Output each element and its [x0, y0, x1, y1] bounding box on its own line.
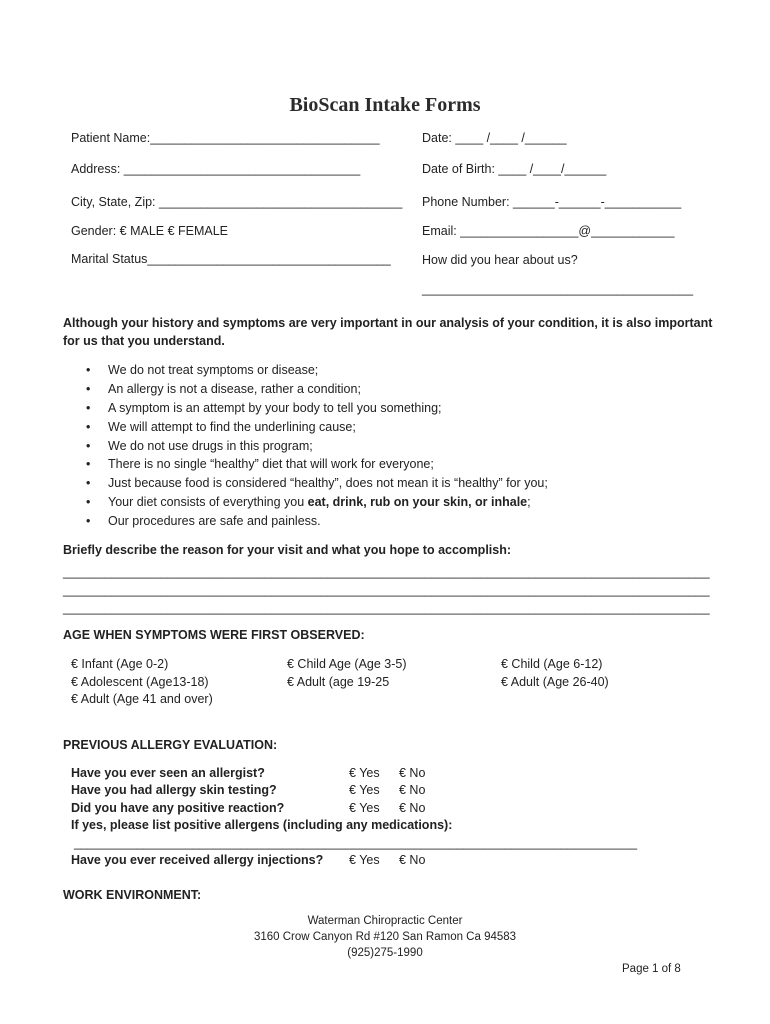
- list-item: • We do not treat symptoms or disease;: [86, 361, 548, 380]
- age-heading: AGE WHEN SYMPTOMS WERE FIRST OBSERVED:: [63, 628, 365, 642]
- gender-options[interactable]: Gender: € MALE € FEMALE: [71, 224, 229, 238]
- question-positive-reaction: Did you have any positive reaction?: [71, 801, 285, 815]
- list-item: • Just because food is considered “healthy”, does not mean it is “healthy” for you;: [86, 474, 548, 493]
- question-injections: Have you ever received allergy injections?: [71, 853, 324, 867]
- reason-line-2[interactable]: _____________________________________________________________________________________________: [63, 583, 710, 597]
- marital-status-field[interactable]: Marital Status___________________________________: [71, 252, 391, 266]
- phone-field[interactable]: Phone Number: ______-______-___________: [422, 195, 682, 209]
- list-item-tail: ;: [527, 495, 531, 510]
- yes-option[interactable]: € Yes: [349, 766, 380, 780]
- age-option-adolescent[interactable]: € Adolescent (Age13-18): [71, 675, 209, 689]
- page-number: Page 1 of 8: [622, 963, 681, 975]
- page-title: BioScan Intake Forms: [289, 94, 481, 116]
- question-skin-testing: Have you had allergy skin testing?: [71, 783, 277, 797]
- reason-line-3[interactable]: _____________________________________________________________________________________________: [63, 601, 710, 615]
- list-item-text: Your diet consists of everything you: [108, 495, 308, 510]
- reason-label: Briefly describe the reason for your visit and what you hope to accomplish:: [63, 543, 512, 557]
- allergens-line[interactable]: _________________________________________________________________________________: [74, 836, 638, 850]
- work-environment-heading: WORK ENVIRONMENT:: [63, 888, 202, 902]
- dob-field[interactable]: Date of Birth: ____ /____/______: [422, 162, 607, 176]
- referral-label: How did you hear about us?: [422, 253, 578, 267]
- address-field[interactable]: Address: __________________________________: [71, 162, 361, 176]
- age-option-child[interactable]: € Child (Age 6-12): [501, 657, 603, 671]
- age-option-adult-41[interactable]: € Adult (Age 41 and over): [71, 692, 213, 706]
- list-item: • We will attempt to find the underlining cause;: [86, 418, 548, 437]
- patient-name-field[interactable]: Patient Name:_________________________________: [71, 131, 380, 145]
- policy-list: [86, 361, 548, 531]
- age-option-infant[interactable]: € Infant (Age 0-2): [71, 657, 169, 671]
- email-field[interactable]: Email: _________________@____________: [422, 224, 675, 238]
- footer-address: 3160 Crow Canyon Rd #120 San Ramon Ca 94583: [253, 931, 517, 943]
- question-list-allergens: If yes, please list positive allergens (including any medications):: [71, 818, 453, 832]
- no-option[interactable]: € No: [399, 801, 426, 815]
- intro-text-line-2: for us that you understand.: [63, 334, 225, 348]
- age-option-child-age[interactable]: € Child Age (Age 3-5): [287, 657, 407, 671]
- allergy-heading: PREVIOUS ALLERGY EVALUATION:: [63, 738, 278, 752]
- intro-text-line-1: Although your history and symptoms are very important in our analysis of your condition, it is also important: [63, 316, 713, 330]
- no-option[interactable]: € No: [399, 783, 426, 797]
- date-field[interactable]: Date: ____ /____ /______: [422, 131, 567, 145]
- yes-option[interactable]: € Yes: [349, 783, 380, 797]
- list-item: • A symptom is an attempt by your body to tell you something;: [86, 399, 548, 418]
- referral-field[interactable]: _______________________________________: [422, 282, 694, 296]
- list-item: • Our procedures are safe and painless.: [86, 512, 548, 531]
- yes-option[interactable]: € Yes: [349, 853, 380, 867]
- age-option-adult-19[interactable]: € Adult (age 19-25: [287, 675, 390, 689]
- yes-option[interactable]: € Yes: [349, 801, 380, 815]
- footer-phone: (925)275-1990: [347, 947, 423, 959]
- age-option-adult-26[interactable]: € Adult (Age 26-40): [501, 675, 609, 689]
- question-allergist: Have you ever seen an allergist?: [71, 766, 265, 780]
- list-item-bold: eat, drink, rub on your skin, or inhale: [307, 495, 528, 510]
- list-item: • An allergy is not a disease, rather a condition;: [86, 380, 548, 399]
- no-option[interactable]: € No: [399, 853, 426, 867]
- no-option[interactable]: € No: [399, 766, 426, 780]
- list-item: [86, 493, 548, 512]
- footer-name: Waterman Chiropractic Center: [307, 915, 463, 927]
- list-item: • We do not use drugs in this program;: [86, 437, 548, 456]
- reason-line-1[interactable]: _____________________________________________________________________________________________: [63, 565, 710, 579]
- list-item: • There is no single “healthy” diet that will work for everyone;: [86, 455, 548, 474]
- city-state-zip-field[interactable]: City, State, Zip: ___________________________________: [71, 195, 403, 209]
